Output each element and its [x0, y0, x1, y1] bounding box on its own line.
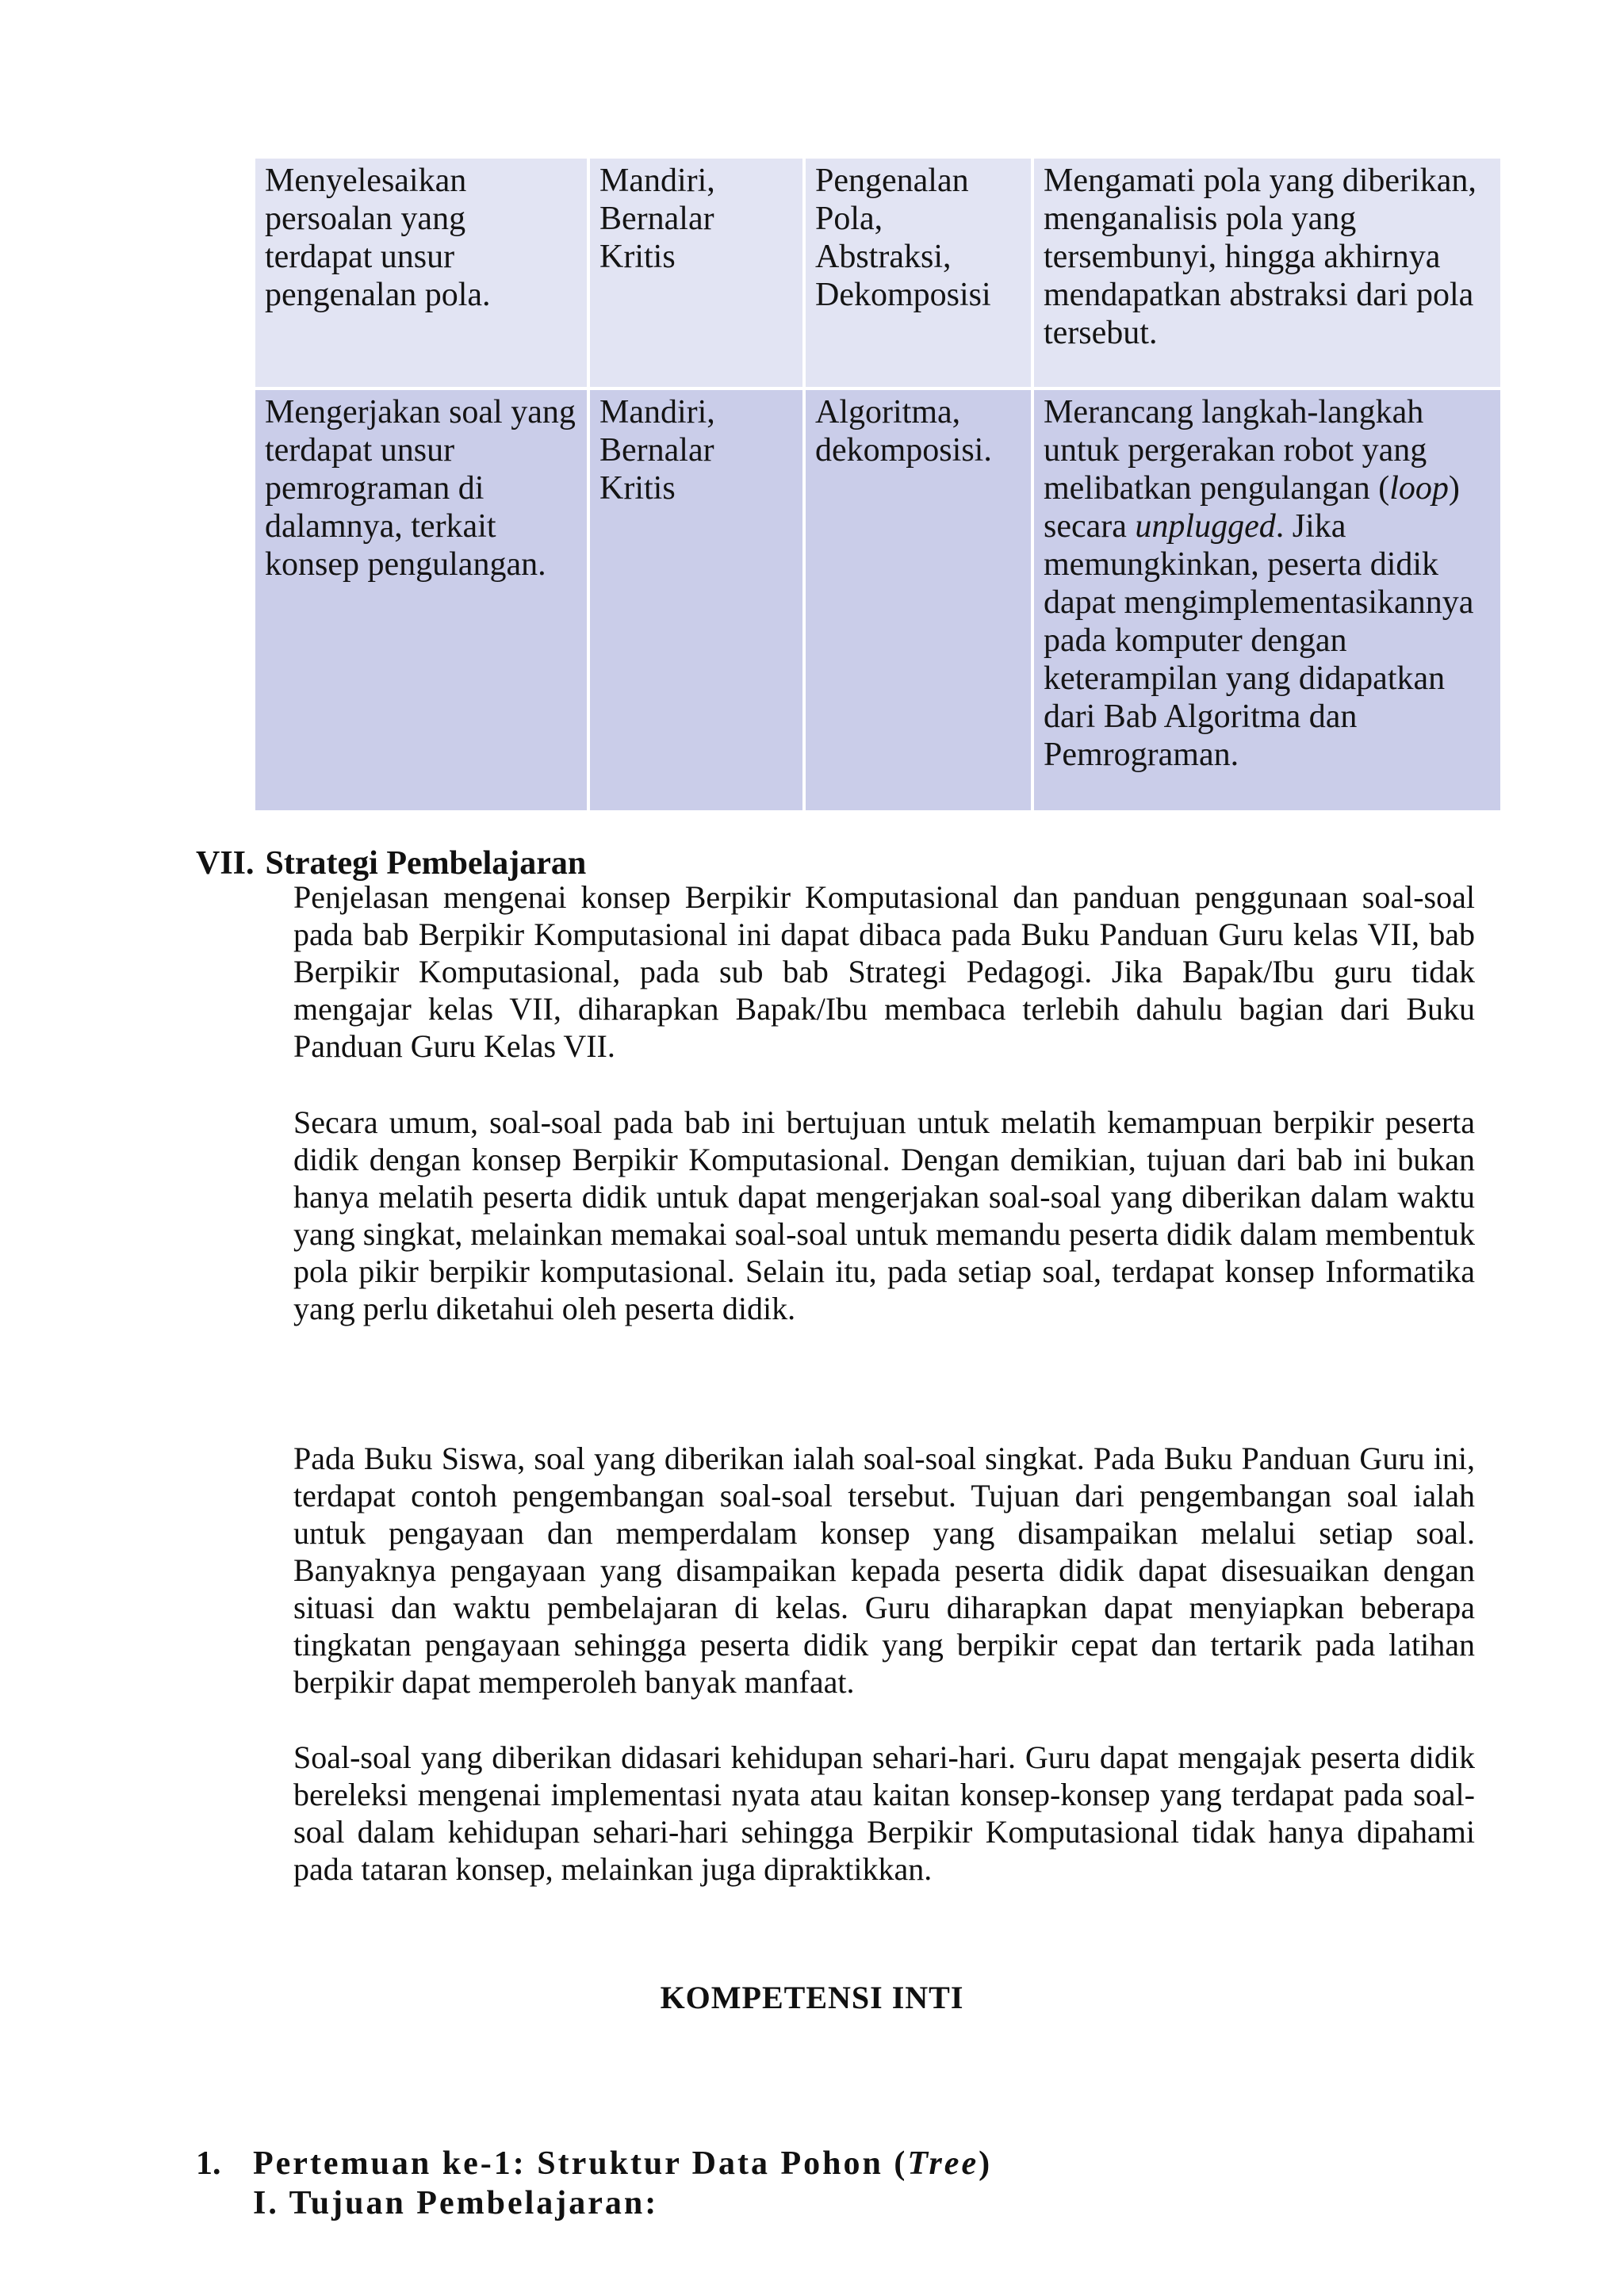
section-number: VII. — [196, 845, 255, 882]
description-cell: Mengamati pola yang diberikan, menganalisis pola yang tersembunyi, hingga akhirnya mendapatkan abstraksi dari pola tersebut. — [1034, 159, 1500, 387]
concept-cell: Pengenalan Pola, Abstraksi, Dekomposisi — [806, 159, 1031, 387]
meeting-heading — [196, 2144, 992, 2183]
activity-cell: Mengerjakan soal yang terdapat unsur pemrograman di dalamnya, terkait konsep pengulangan. — [255, 390, 587, 810]
description-text: ) secara — [1044, 470, 1460, 545]
description-text: . Jika memungkinkan, peserta didik dapat mengimplementasikannya pada komputer dengan keterampilan yang didapatkan dari Bab Algoritma dan Pemrograman. — [1044, 508, 1474, 773]
unplugged-term: unplugged — [1135, 508, 1276, 545]
paragraph: Secara umum, soal-soal pada bab ini bertujuan untuk melatih kemampuan berpikir peserta didik dengan konsep Berpikir Komputasional. Dengan demikian, tujuan dari bab ini bukan hanya melatih peserta didik untuk dapat mengerjakan soal-soal yang diberikan dalam waktu yang singkat, melainkan memakai soal-soal untuk memandu peserta didik dalam membentuk pola pikir berpikir komputasional. Selain itu, pada setiap soal, terdapat konsep Informatika yang perlu diketahui oleh peserta didik. — [293, 1104, 1475, 1326]
description-text: Merancang langkah-langkah untuk pergerakan robot yang melibatkan pengulangan ( — [1044, 394, 1427, 507]
profile-cell: Mandiri, Bernalar Kritis — [590, 390, 802, 810]
meeting-number: 1. — [196, 2145, 221, 2182]
meeting-title-term: Tree — [907, 2145, 979, 2182]
table-row — [255, 159, 1500, 387]
section-title: Strategi Pembelajaran — [265, 845, 587, 882]
loop-term: loop — [1389, 470, 1449, 507]
paragraph: Pada Buku Siswa, soal yang diberikan ialah soal-soal singkat. Pada Buku Panduan Guru ini, terdapat contoh pengembangan soal-soal tersebut. Tujuan dari pengembangan soal ialah untuk pengayaan dan memperdalam konsep yang disampaikan melalui setiap soal. Banyaknya pengayaan yang disampaikan kepada peserta didik dapat disesuaikan dengan situasi dan waktu pembelajaran di kelas. Guru diharapkan dapat menyiapkan beberapa tingkatan pengayaan sehingga peserta didik yang berpikir cepat dan tertarik pada latihan berpikir dapat memperoleh banyak manfaat. — [293, 1441, 1475, 1700]
section-heading — [196, 844, 586, 883]
concept-cell: Algoritma, dekomposisi. — [806, 390, 1031, 810]
description-cell — [1034, 390, 1500, 810]
activity-cell: Menyelesaikan persoalan yang terdapat unsur pengenalan pola. — [255, 159, 587, 387]
meeting-title: Pertemuan ke-1: Struktur Data Pohon ( — [253, 2145, 908, 2182]
learning-goal-heading: I. Tujuan Pembelajaran: — [253, 2185, 659, 2221]
meeting-title-close: ) — [979, 2145, 993, 2182]
competency-title: KOMPETENSI INTI — [660, 1980, 964, 2015]
profile-cell: Mandiri, Bernalar Kritis — [590, 159, 802, 387]
table-row — [255, 390, 1500, 810]
paragraph: Penjelasan mengenai konsep Berpikir Komputasional dan panduan penggunaan soal-soal pada bab Berpikir Komputasional ini dapat dibaca pada Buku Panduan Guru kelas VII, bab Berpikir Komputasional, pada sub bab Strategi Pedagogi. Jika Bapak/Ibu guru tidak mengajar kelas VII, diharapkan Bapak/Ibu membaca terlebih dahulu bagian dari Buku Panduan Guru Kelas VII. — [293, 879, 1475, 1064]
paragraph: Soal-soal yang diberikan didasari kehidupan sehari-hari. Guru dapat mengajak peserta didik bereleksi mengenai implementasi nyata atau kaitan konsep-konsep yang terdapat pada soal-soal dalam kehidupan sehari-hari sehingga Berpikir Komputasional tidak hanya dipahami pada tataran konsep, melainkan juga dipraktikkan. — [293, 1739, 1475, 1887]
activity-table — [252, 155, 1503, 813]
